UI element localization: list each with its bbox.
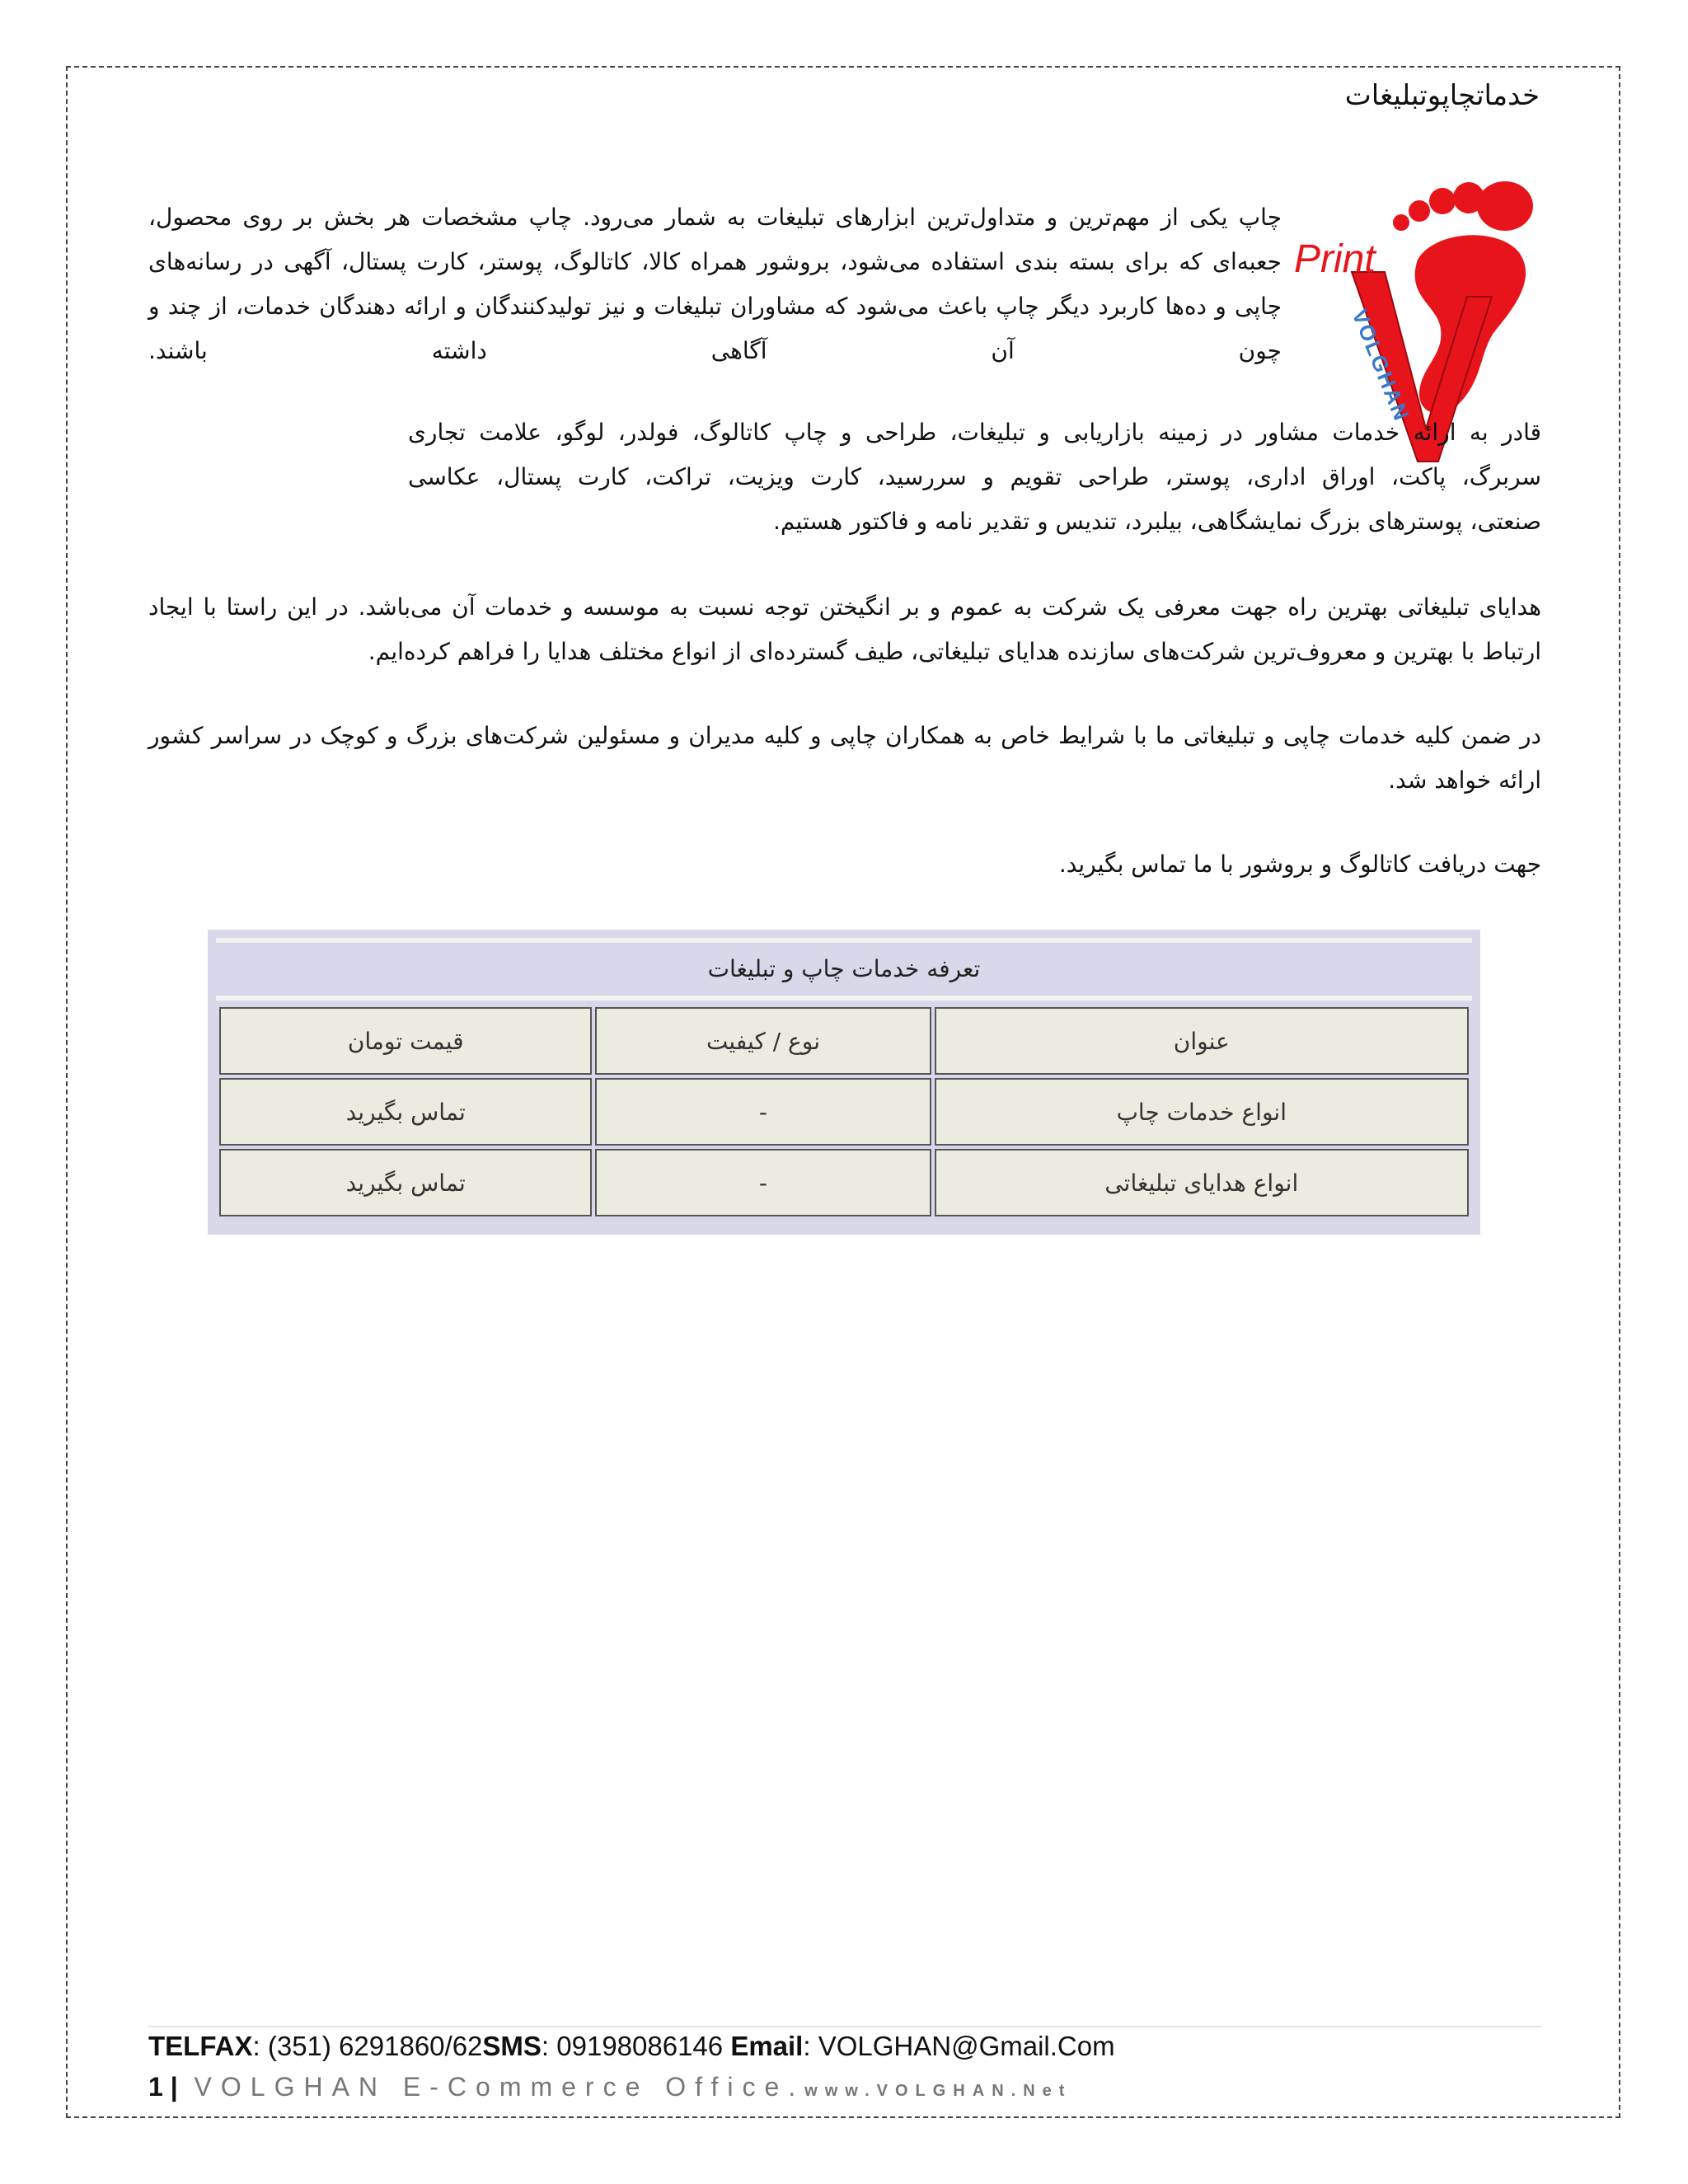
page-number: 1 | bbox=[148, 2072, 178, 2102]
logo-toe-5 bbox=[1477, 181, 1533, 231]
email-label: Email bbox=[730, 2031, 804, 2061]
header-title: عنوان bbox=[935, 1007, 1469, 1075]
cell-title: انواع هدایای تبلیغاتی bbox=[935, 1149, 1469, 1216]
table-caption: تعرفه خدمات چاپ و تبلیغات bbox=[707, 955, 981, 982]
sms-label: SMS bbox=[482, 2031, 542, 2061]
paragraph-contact-cta: جهت دریافت کاتالوگ و بروشور با ما تماس بگیرید. bbox=[1058, 851, 1541, 878]
header-price: قیمت تومان bbox=[219, 1007, 592, 1075]
logo-toe-1 bbox=[1393, 214, 1409, 231]
table-separator bbox=[216, 996, 1472, 1001]
services-line-2: سربرگ، پاکت، اوراق اداری، پوستر، طراحی تقویم و سررسید، کارت ویزیت، تراکت، کارت پستال، عکاسی bbox=[408, 463, 1541, 490]
logo-toe-2 bbox=[1409, 200, 1430, 222]
table-header-row bbox=[219, 1007, 1469, 1075]
telfax-label: TELFAX bbox=[148, 2031, 253, 2061]
paragraph-promotional-gifts: هدایای تبلیغاتی بهترین راه جهت معرفی یک شرکت به عموم و بر انگیختن توجه نسبت به موسسه و خدمات آن می‌باشد. در این راستا با ایجاد ارتباط با بهترین و معروف‌ترین شرکت‌های سازنده هدایای تبلیغاتی، طیف گسترده‌ای از انواع مختلف هدایا را فراهم کرده‌ایم. bbox=[148, 593, 1541, 665]
services-line-1: قادر به ارائه خدمات مشاور در زمینه بازاریابی و تبلیغات، طراحی و چاپ کاتالوگ، فولدر، لوگو، علامت تجاری bbox=[408, 419, 1541, 446]
cell-price: تماس بگیرید bbox=[219, 1149, 592, 1216]
footer-contact bbox=[148, 2031, 1115, 2062]
table-row bbox=[219, 1149, 1469, 1216]
logo-brand-text: VOLGHAN bbox=[1347, 306, 1415, 425]
services-line-3: صنعتی، پوسترهای بزرگ نمایشگاهی، بیلبرد، تندیس و تقدیر نامه و فاکتور هستیم. bbox=[772, 508, 1541, 535]
sms-value: : 09198086146 bbox=[541, 2031, 731, 2061]
telfax-value: : (351) 6291860/62 bbox=[252, 2031, 483, 2061]
page-header-title: خدماتچاپوتبلیغات bbox=[1344, 79, 1540, 112]
paragraph-services bbox=[148, 410, 1541, 544]
footer-divider bbox=[148, 2026, 1541, 2027]
paragraph-partners: در ضمن کلیه خدمات چاپی و تبلیغاتی ما با شرایط خاص به همکاران چاپی و کلیه مدیران و مسئولین شرکت‌های بزرگ و کوچک در سراسر کشور ارائه خواهد شد. bbox=[148, 722, 1541, 794]
office-name: VOLGHAN E-Commerce Office. bbox=[177, 2072, 805, 2102]
email-value: : VOLGHAN@Gmail.Com bbox=[803, 2031, 1115, 2061]
website-url: www.VOLGHAN.Net bbox=[804, 2082, 1072, 2100]
tariff-table-container bbox=[208, 930, 1480, 1235]
cell-title: انواع خدمات چاپ bbox=[935, 1078, 1469, 1146]
cell-type: - bbox=[595, 1149, 931, 1216]
cell-price: تماس بگیرید bbox=[219, 1078, 592, 1146]
footer-office bbox=[148, 2072, 1071, 2102]
paragraph-printing-intro: چاپ یکی از مهم‌ترین و متداول‌ترین ابزارهای تبلیغات به شمار می‌رود. چاپ مشخصات هر بخش بر روی محصول، جعبه‌ای که برای بسته بندی استفاده می‌شود، بروشور همراه کالا، کاتالوگ، پوستر، کارت پستال، آگهی در رسانه‌های چاپی و ده‌ها کاربرد دیگر چاپ باعث می‌شود که مشاوران تبلیغات و نیز تولیدکنندگان و ارائه دهندگان خدمات، از چند و چون آن آگاهی داشته باشند. bbox=[148, 204, 1282, 364]
header-type-quality: نوع / کیفیت bbox=[595, 1007, 931, 1075]
table-row bbox=[219, 1078, 1469, 1146]
logo-print-text: Print bbox=[1294, 237, 1376, 281]
logo-toe-3 bbox=[1429, 188, 1456, 214]
tariff-table bbox=[216, 1004, 1472, 1220]
cell-type: - bbox=[595, 1078, 931, 1146]
